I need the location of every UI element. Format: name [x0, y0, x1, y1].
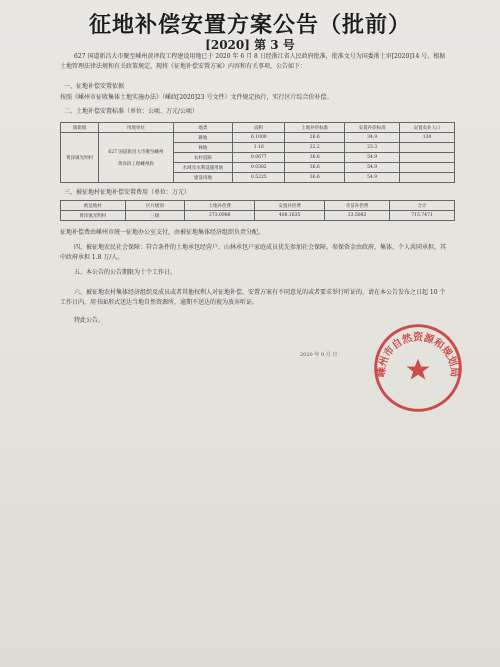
table-row: [61, 211, 455, 221]
table-cell: 0.0677: [233, 153, 285, 163]
table-header-cell: 用地单位: [99, 123, 173, 133]
table-cell: 26.6: [285, 133, 345, 143]
table-cell: 36.6: [285, 173, 345, 183]
table-header-cell: 青苗补偿费: [325, 201, 390, 211]
table-header-cell: 安置农业人口: [400, 123, 455, 133]
compensation-standard-table: [60, 122, 455, 183]
table-cell: 三级: [125, 211, 185, 221]
section-1-title: 一、征地补偿安置依据: [64, 83, 125, 90]
table-header-cell: 面积: [233, 123, 285, 133]
table-cell: 34.9: [345, 133, 400, 143]
table-cell: [400, 143, 455, 153]
table-cell: 273.0986: [185, 211, 255, 221]
compensation-fee-table: [60, 200, 455, 221]
table-cell: 33.5082: [325, 211, 390, 221]
table-cell: 54.9: [345, 163, 400, 173]
notice-period-paragraph: 五、本公告的公告期限为十个工作日。: [74, 269, 177, 276]
table-cell: 耕地: [173, 133, 233, 143]
table-header-cell: 镇街镇: [61, 123, 99, 133]
table-header-cell: 土地补偿费: [185, 201, 255, 211]
table-cell: 林地: [173, 143, 233, 153]
fee-payment-note: 征地补偿费由嵊州市统一征地办公室支付，由被征地集体经济组织负责分配。: [60, 229, 265, 236]
table-cell: 715.7471: [389, 211, 454, 221]
table-cell: 408.1635: [255, 211, 325, 221]
social-security-paragraph: 四、被征地农民社会保障：符合条件的土地承包经营户、山林承包户家庭成员优先参加社会保障。参保资金由政府、集体、个人共同承担，其中政府承担 1.8 万/人。: [60, 244, 447, 261]
table-cell: 36.6: [285, 153, 345, 163]
signature-date: 2020 年 9 月 日: [300, 352, 338, 358]
unit-line-1: 627 国道新昌大市聚至嵊州: [108, 149, 164, 155]
table-cell: 0.0382: [233, 163, 285, 173]
table-row: [61, 133, 455, 143]
table-cell: 54.9: [345, 153, 400, 163]
table-header-cell: 安置补偿标准: [345, 123, 400, 133]
table-cell: [400, 153, 455, 163]
table-cell: [400, 173, 455, 183]
table-cell: [400, 163, 455, 173]
table-cell: 54.9: [345, 173, 400, 183]
table-cell: 23.3: [345, 143, 400, 153]
official-seal-stamp: [372, 322, 464, 414]
table-header-row: [61, 123, 455, 133]
table-header-cell: 被征地村: [61, 201, 126, 211]
section-1-body: 按照《嵊州市征收集体土地实施办法》（嵊政[2020]23 号文件）文件规定执行，实行区片综合价补偿。: [60, 94, 333, 101]
hearing-rights-paragraph: 六、被征地农村集体经济组织及成员或者其他权利人对征地补偿、安置方案有不同意见的或者要求举行听证的，请在本公告发布之日起 10 个工作日内，用书面形式送达当地自然资源所，逾期不送达的视为放弃听证。: [60, 289, 446, 306]
intro-paragraph: 627 国道新昌大市聚至嵊州黄泽段工程建设用地已于 2020 年 6 月 8 日经浙江省人民政府批准，批准文号为国委浙土审[2020]14 号。根据土地管理法律法规和有关政策规定，现将《征地补偿安置方案》内容和有关事项，公告如下：: [60, 53, 446, 70]
table-cell: 农村道路: [173, 153, 233, 163]
closing-text: 特此公告。: [74, 317, 105, 324]
table-header-cell: 安置补偿费: [255, 201, 325, 211]
table-header-row: [61, 201, 455, 211]
town-cell: 黄泽镇光明村: [61, 133, 99, 183]
section-2-title: 二、土地补偿安置标准（单位：公顷、万元/公顷）: [64, 108, 199, 115]
table-cell: 22.2: [285, 143, 345, 153]
seal-text: 嵊州市自然资源和规划局: [376, 332, 460, 378]
table-cell: 水域及水利设施用地: [173, 163, 233, 173]
table-header-cell: 地类: [173, 123, 233, 133]
table-cell: 0.5225: [233, 173, 285, 183]
table-cell: 黄泽镇光明村: [61, 211, 126, 221]
table-header-cell: 区片级别: [125, 201, 185, 211]
table-header-cell: 土地补偿标准: [285, 123, 345, 133]
table-cell: 6.1000: [233, 133, 285, 143]
unit-cell: [99, 133, 173, 183]
table-cell: 建设用地: [173, 173, 233, 183]
section-3-title: 三、被征地村征地补偿安置费用（单位：万元）: [64, 189, 191, 196]
table-cell: 130: [400, 133, 455, 143]
notice-title: 征地补偿安置方案公告（批前）: [88, 12, 411, 38]
table-header-cell: 合计: [389, 201, 454, 211]
table-cell: 1.16: [233, 143, 285, 153]
unit-line-2: 黄泽段工程嵊州段: [117, 161, 154, 167]
table-cell: 36.6: [285, 163, 345, 173]
document-number: [2020] 第 3 号: [205, 38, 295, 52]
